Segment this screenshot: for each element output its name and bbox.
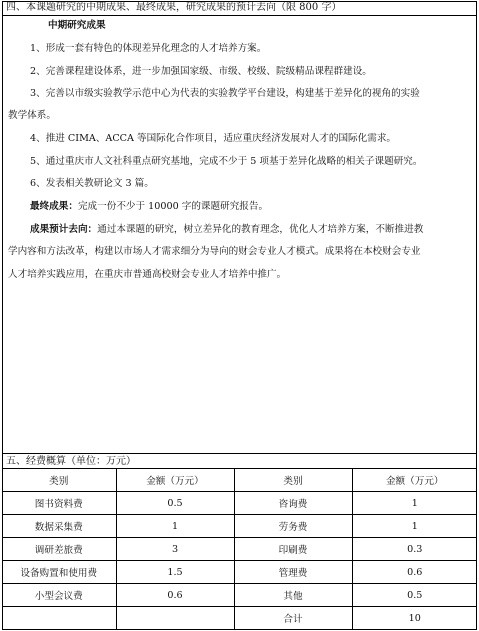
cell-category: 小型会议费 [2,584,116,607]
cell-category: 其他 [234,584,352,607]
cell-category: 设备购置和使用费 [2,561,116,584]
cell-amount: 0.6 [116,584,234,607]
column-header-category: 类别 [2,469,116,492]
mid-result-item-4: 4、推进 CIMA、ACCA 等国际化合作项目，适应重庆经济发展对人才的国际化需求。 [30,133,397,144]
final-result-label: 最终成果： [30,201,78,212]
final-result [30,198,268,212]
table-row [2,584,477,607]
mid-result-item-3: 3、完善以市级实验教学示范中心为代表的实验教学平台建设，构建基于差异化的视角的实验 [30,88,420,99]
cell-category: 管理费 [234,561,352,584]
budget-table [2,469,477,629]
total-row [2,607,477,630]
expected-use-line-2: 学内容和方法改革，构建以市场人才需求细分为导向的财会专业人才模式。成果将在本校财会专业 [8,246,421,257]
table-row [2,492,477,515]
cell-category: 图书资料费 [2,492,116,515]
budget-header-row [2,469,477,492]
cell-category: 咨询费 [234,492,352,515]
section-4-outcomes [2,1,477,454]
section-5-header: 五、经费概算（单位：万元） [2,454,477,469]
table-row [2,561,477,584]
cell-empty [116,607,234,630]
mid-result-item-2: 2、完善课程建设体系，进一步加强国家级、市级、校级、院级精品课程群建设。 [30,66,372,77]
cell-category: 劳务费 [234,515,352,538]
expected-use-label: 成果预计去向： [30,224,98,235]
cell-amount: 1 [352,492,477,515]
column-header-category: 类别 [234,469,352,492]
mid-result-item-3-cont: 教学体系。 [8,110,56,121]
cell-amount: 1 [352,515,477,538]
cell-category: 数据采集费 [2,515,116,538]
mid-results-title: 中期研究成果 [48,20,106,31]
cell-category: 印刷费 [234,538,352,561]
expected-use-line-1 [30,221,423,235]
cell-amount: 0.3 [352,538,477,561]
cell-amount: 0.5 [352,584,477,607]
cell-amount: 1 [116,515,234,538]
mid-result-item-6: 6、发表相关教研论文 3 篇。 [30,178,154,189]
expected-use-line-3: 人才培养实践应用，在重庆市普通高校财会专业人才培养中推广。 [8,269,287,280]
total-amount: 10 [352,607,477,630]
cell-empty [2,607,116,630]
column-header-amount: 金额（万元） [352,469,477,492]
mid-result-item-1: 1、形成一套有特色的体现差异化理念的人才培养方案。 [30,43,267,54]
cell-amount: 1.5 [116,561,234,584]
cell-amount: 3 [116,538,234,561]
mid-result-item-5: 5、通过重庆市人文社科重点研究基地，完成不少于 5 项基于差异化战略的相关子课题研究。 [30,156,423,167]
expected-use-text-1: 通过本课题的研究，树立差异化的教育理念，优化人才培养方案，不断推进教 [97,224,424,235]
cell-amount: 0.5 [116,492,234,515]
final-result-text: 完成一份不少于 10000 字的课题研究报告。 [77,201,269,212]
table-row [2,538,477,561]
cell-category: 调研差旅费 [2,538,116,561]
cell-amount: 0.6 [352,561,477,584]
table-row [2,515,477,538]
column-header-amount: 金额（万元） [116,469,234,492]
section-4-header: 四、本课题研究的中期成果、最终成果，研究成果的预计去向（限 800 字） [2,1,477,16]
total-label: 合计 [234,607,352,630]
